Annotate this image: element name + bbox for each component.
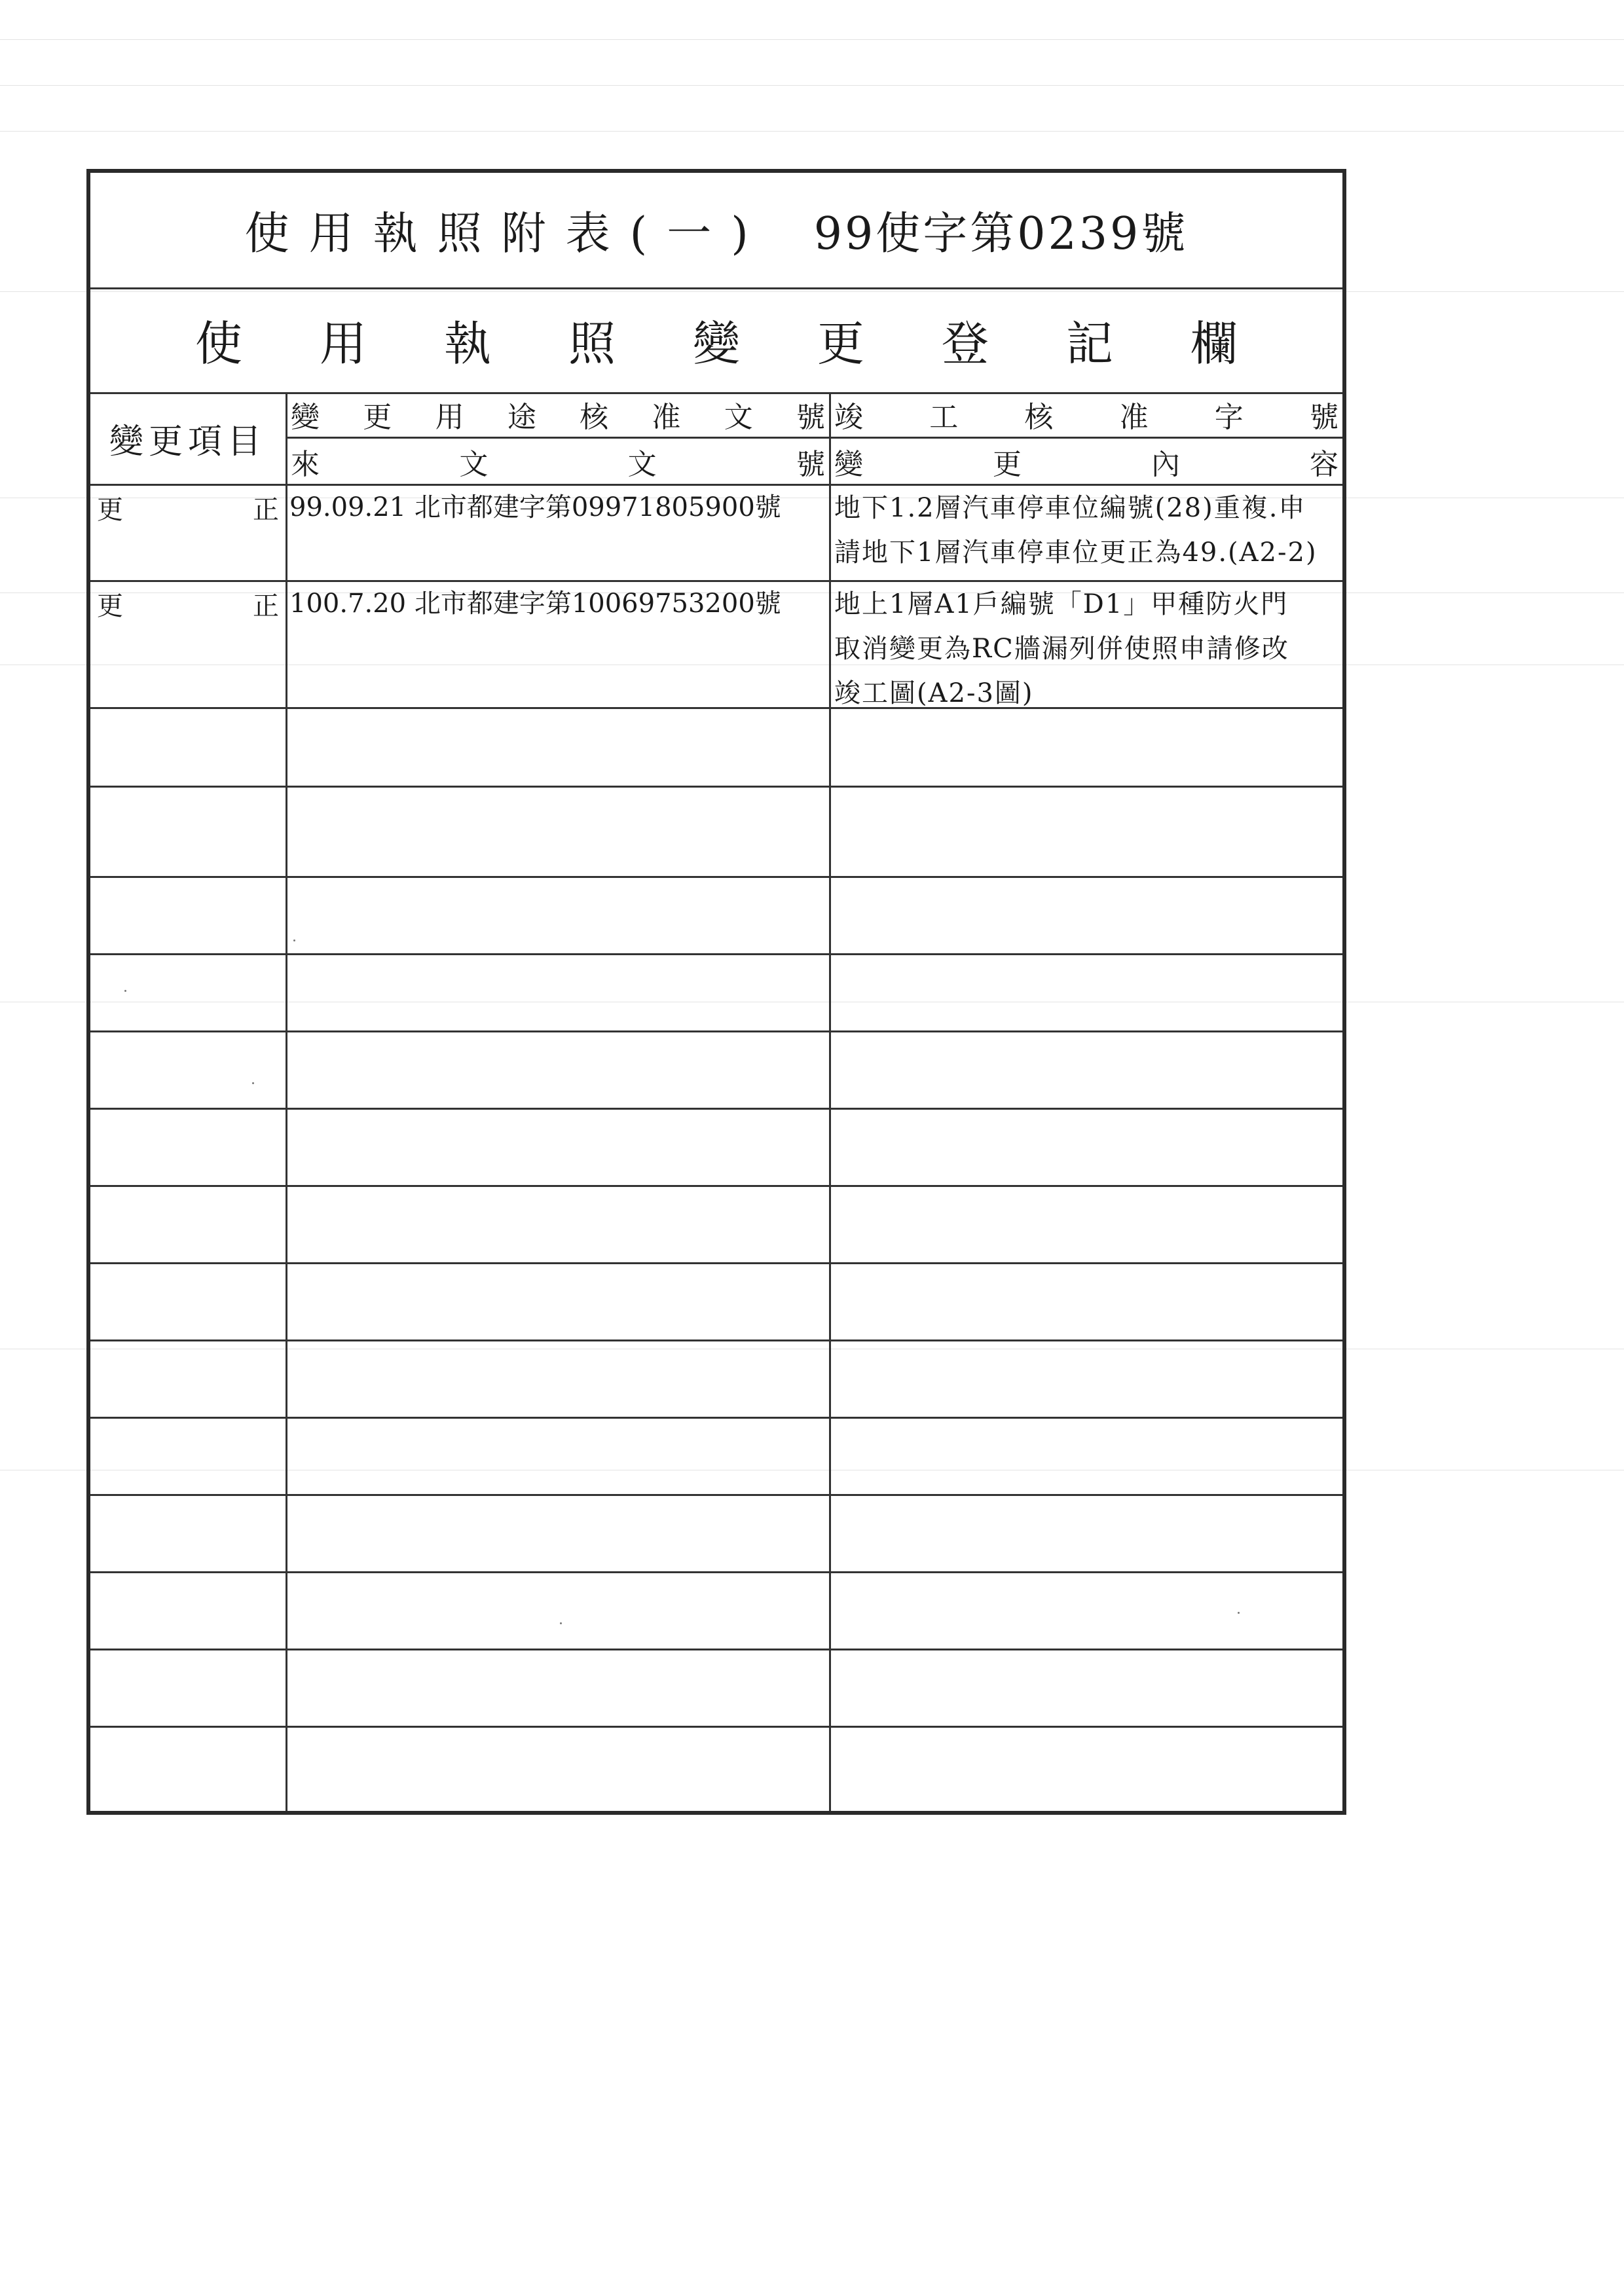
section-title-char: 照 xyxy=(568,316,616,371)
header-char: 更 xyxy=(993,447,1022,481)
section-title-char: 執 xyxy=(443,316,491,371)
header-char: 文 xyxy=(724,401,753,434)
row-label-char: 更 xyxy=(97,591,123,621)
scan-artifact-line xyxy=(0,85,1624,86)
header-char: 更 xyxy=(363,401,392,434)
row-1-change-content xyxy=(830,486,1342,575)
form-header xyxy=(90,173,1342,287)
row-2-document-number: 100.7.20 北市都建字第10069753200號 xyxy=(289,589,781,619)
header-change-item: 變更項目 xyxy=(109,422,267,462)
row-divider xyxy=(90,1571,1342,1573)
row-2-change-item xyxy=(90,582,286,625)
row-divider xyxy=(90,1108,1342,1110)
row-divider xyxy=(90,1494,1342,1496)
scan-speck xyxy=(252,1082,254,1084)
row-2-change-content xyxy=(830,582,1342,716)
row-label-char: 更 xyxy=(97,494,123,525)
row-divider xyxy=(90,876,1342,878)
row-divider xyxy=(90,1417,1342,1419)
header-char: 用 xyxy=(435,401,464,434)
row-divider xyxy=(90,1649,1342,1650)
scan-speck xyxy=(124,990,126,992)
license-number: 99使字第0239號 xyxy=(813,208,1189,260)
row-1-change-item xyxy=(90,486,286,529)
row-label-char: 正 xyxy=(253,591,279,621)
scan-speck xyxy=(1238,1612,1240,1614)
content-line: 請地下1層汽車停車位更正為49.(A2-2) xyxy=(834,538,1318,568)
header-incoming-number xyxy=(287,439,829,484)
row-divider xyxy=(90,1030,1342,1032)
row-divider xyxy=(90,953,1342,955)
header-char: 准 xyxy=(652,401,681,434)
header-char: 核 xyxy=(580,401,609,434)
header-char: 來 xyxy=(291,447,320,481)
header-char: 途 xyxy=(507,401,536,434)
header-char: 容 xyxy=(1310,447,1338,481)
header-char: 文 xyxy=(627,447,657,481)
scan-artifact-line xyxy=(0,131,1624,132)
row-divider xyxy=(90,1726,1342,1728)
section-title xyxy=(117,287,1316,392)
section-title-char: 用 xyxy=(319,316,367,371)
row-label-char: 正 xyxy=(253,494,279,525)
header-char: 文 xyxy=(459,447,489,481)
header-char: 號 xyxy=(1309,401,1338,434)
section-title-char: 變 xyxy=(692,316,740,371)
content-line: 地下1.2層汽車停車位編號(28)重複.申 xyxy=(834,493,1306,523)
header-char: 變 xyxy=(834,447,863,481)
scan-speck xyxy=(293,939,295,941)
header-char: 核 xyxy=(1024,401,1054,434)
section-title-char: 登 xyxy=(941,316,989,371)
header-char: 變 xyxy=(291,401,320,434)
section-title-char: 使 xyxy=(195,316,243,371)
header-char: 內 xyxy=(1151,447,1180,481)
section-title-char: 記 xyxy=(1065,316,1113,371)
row-divider xyxy=(90,707,1342,709)
header-approval-number xyxy=(287,392,829,437)
row-1-document-number: 99.09.21 北市都建字第09971805900號 xyxy=(289,492,781,522)
row-divider xyxy=(90,786,1342,788)
scan-artifact-line xyxy=(0,39,1624,40)
header-char: 准 xyxy=(1119,401,1149,434)
section-title-char: 更 xyxy=(817,316,864,371)
header-char: 號 xyxy=(796,447,825,481)
license-change-form xyxy=(86,169,1346,1815)
header-change-content xyxy=(830,439,1342,484)
header-completion-number xyxy=(830,392,1342,437)
scan-speck xyxy=(560,1622,562,1624)
row-divider xyxy=(90,1185,1342,1187)
content-line: 地上1層A1戶編號「D1」甲種防火門 xyxy=(834,589,1289,619)
section-title-char: 欄 xyxy=(1190,316,1238,371)
header-char: 工 xyxy=(929,401,959,434)
header-char: 字 xyxy=(1214,401,1244,434)
row-divider xyxy=(90,1339,1342,1341)
content-line: 竣工圖(A2-3圖) xyxy=(834,678,1034,708)
content-line: 取消變更為RC牆漏列併使照申請修改 xyxy=(834,634,1289,664)
row-divider xyxy=(90,1262,1342,1264)
header-char: 號 xyxy=(796,401,825,434)
header-char: 竣 xyxy=(834,401,863,434)
form-title: 使用執照附表(一) xyxy=(244,208,768,260)
